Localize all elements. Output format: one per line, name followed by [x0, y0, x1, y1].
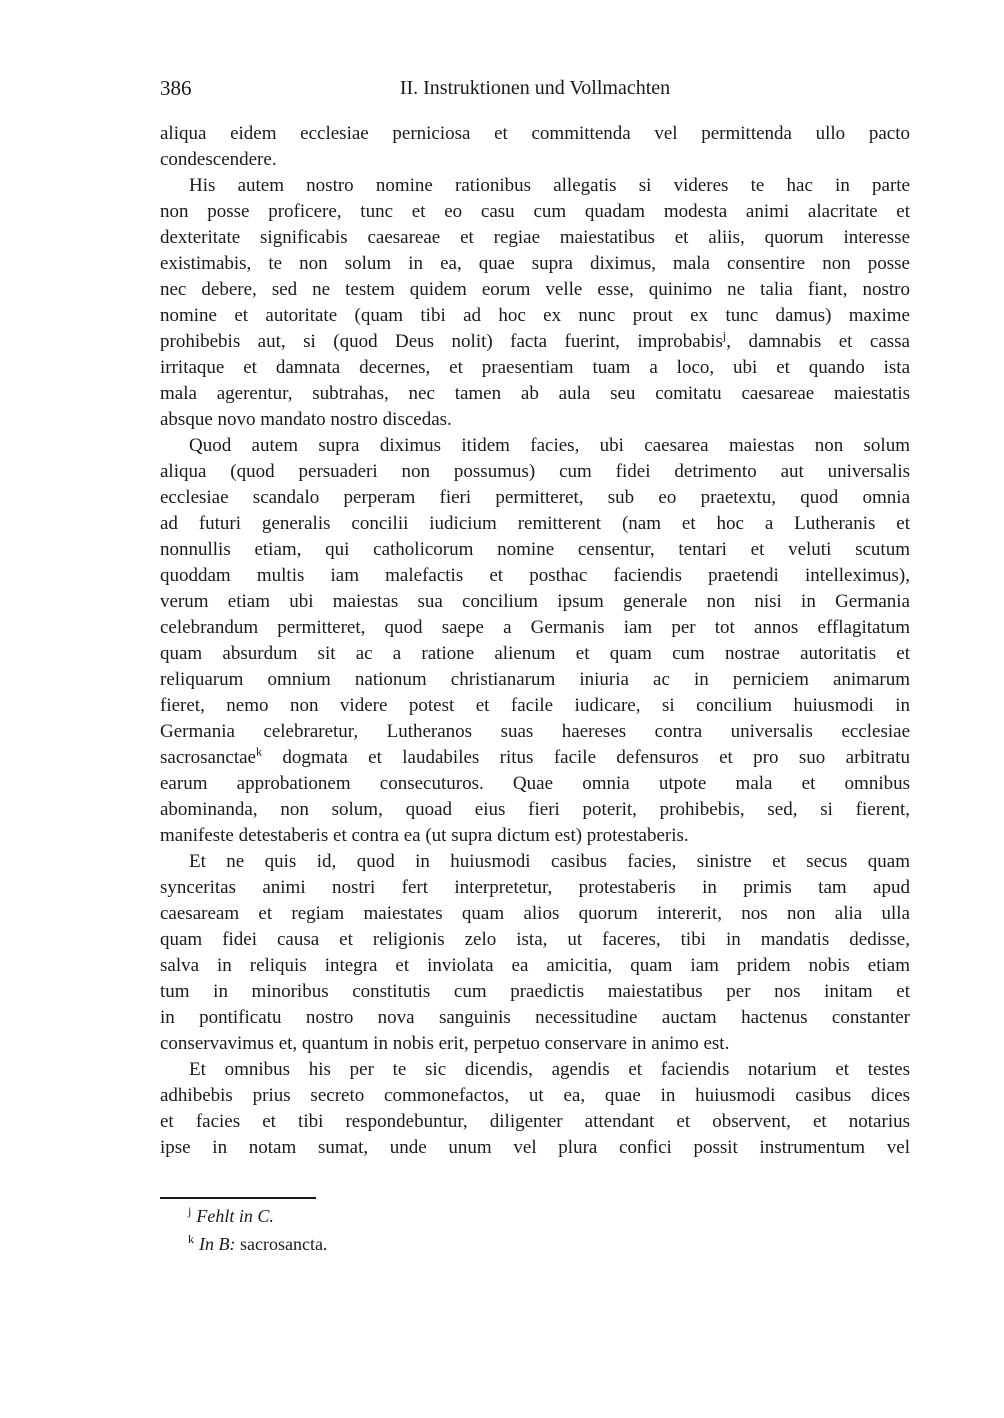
text-line: nec debere, sed ne testem quidem eorum velle esse, quinimo ne talia fiant, nostro: [160, 279, 910, 300]
footnote-marker: j: [188, 1204, 192, 1218]
text-line: ad futuri generalis concilii iudicium remitterent (nam et hoc a Lutheranis et: [160, 513, 910, 534]
text-line: existimabis, te non solum in ea, quae supra diximus, mala consentire non posse: [160, 253, 910, 274]
footnote-reference: j: [722, 328, 727, 343]
footnote-separator: [160, 1197, 316, 1199]
text-line: fieret, nemo non videre potest et facile iudicare, si concilium huiusmodi in: [160, 695, 910, 716]
text-line: absque novo mandato nostro discedas.: [160, 409, 452, 430]
text-line: aliqua eidem ecclesiae perniciosa et committenda vel permittenda ullo pacto: [160, 123, 910, 144]
text-line: reliquarum omnium nationum christianarum iniuria ac in perniciem animarum: [160, 669, 910, 690]
text-line: irritaque et damnata decernes, et praesentiam tuam a loco, ubi et quando ista: [160, 357, 910, 378]
text-block: [160, 121, 910, 1161]
text-line: celebrandum permitteret, quod saepe a Germanis iam per tot annos efflagitatum: [160, 617, 910, 638]
text-line: tum in minoribus constitutis cum praedictis maiestatibus per nos initam et: [160, 981, 910, 1002]
text-line: earum approbationem consecuturos. Quae omnia utpote mala et omnibus: [160, 773, 910, 794]
text-line: salva in reliquis integra et inviolata ea amicitia, quam iam pridem nobis etiam: [160, 955, 910, 976]
text-line: ipse in notam sumat, unde unum vel plura confici possit instrumentum vel: [160, 1137, 910, 1158]
text-line: quam fidei causa et religionis zelo ista, ut faceres, tibi in mandatis dedisse,: [160, 929, 910, 950]
footnote-text: In B:: [199, 1234, 236, 1254]
text-line: dexteritate significabis caesareae et regiae maiestatibus et aliis, quorum interesse: [160, 227, 910, 248]
text-line: caesaream et regiam maiestates quam alios quorum intererit, nos non alia ulla: [160, 903, 910, 924]
text-line: quoddam multis iam malefactis et posthac faciendis praetendi intelleximus),: [160, 565, 910, 586]
text-line: Et omnibus his per te sic dicendis, agendis et faciendis notarium et testes: [189, 1059, 910, 1080]
text-line: et facies et tibi respondebuntur, diligenter attendant et observent, et notarius: [160, 1111, 910, 1132]
text-line: mala agerentur, subtrahas, nec tamen ab aula seu comitatu caesareae maiestatis: [160, 383, 910, 404]
text-line: synceritas animi nostri fert interpretetur, protestaberis in primis tam apud: [160, 877, 910, 898]
text-line: prohibebis aut, si (quod Deus nolit) facta fuerint, improbabis$^j$, damnabis et cassa: [160, 328, 910, 352]
text-line: nomine et autoritate (quam tibi ad hoc ex nunc prout ex tunc damus) maxime: [160, 305, 910, 326]
text-line: manifeste detestaberis et contra ea (ut supra dictum est) protestaberis.: [160, 825, 689, 846]
text-line: aliqua (quod persuaderi non possumus) cum fidei detrimento aut universalis: [160, 461, 910, 482]
footnotes: [160, 1202, 910, 1258]
text-line: adhibebis prius secreto commonefactos, ut ea, quae in huiusmodi casibus dices: [160, 1085, 910, 1106]
footnote-item: [160, 1202, 910, 1230]
text-line: ecclesiae scandalo perperam fieri permitteret, sub eo praetextu, quod omnia: [160, 487, 910, 508]
text-line: Quod autem supra diximus itidem facies, ubi caesarea maiestas non solum: [189, 435, 910, 456]
text-line: quam absurdum sit ac a ratione alienum et quam cum nostrae autoritatis et: [160, 643, 910, 664]
footnote-item: [160, 1230, 910, 1258]
text-line: verum etiam ubi maiestas sua concilium ipsum generale non nisi in Germania: [160, 591, 910, 612]
text-line: abominanda, non solum, quoad eius fieri poterit, prohibebis, sed, si fierent,: [160, 799, 910, 820]
text-line: Germania celebraretur, Lutheranos suas haereses contra universalis ecclesiae: [160, 721, 910, 742]
page-header: [160, 76, 910, 100]
text-line: Et ne quis id, quod in huiusmodi casibus facies, sinistre et secus quam: [189, 851, 910, 872]
text-line: His autem nostro nomine rationibus allegatis si videres te hac in parte: [189, 175, 910, 196]
text-line: sacrosanctae$^k$ dogmata et laudabiles ritus facile defensuros et pro suo arbitratu: [160, 744, 910, 768]
text-line: in pontificatu nostro nova sanguinis necessitudine auctam hactenus constanter: [160, 1007, 910, 1028]
footnote-reference: k: [256, 744, 262, 759]
text-line: nonnullis etiam, qui catholicorum nomine censentur, tentari et veluti scutum: [160, 539, 910, 560]
text-line: non posse proficere, tunc et eo casu cum quadam modesta animi alacritate et: [160, 201, 910, 222]
page-number: 386: [160, 76, 192, 100]
footnote-marker: k: [188, 1232, 194, 1246]
text-line: conservavimus et, quantum in nobis erit, perpetuo conservare in animo est.: [160, 1033, 730, 1054]
running-head: II. Instruktionen und Vollmachten: [399, 77, 671, 99]
footnote-text: Fehlt in C.: [196, 1206, 274, 1226]
footnote-text: sacrosancta.: [235, 1234, 328, 1254]
text-line: condescendere.: [160, 149, 277, 170]
